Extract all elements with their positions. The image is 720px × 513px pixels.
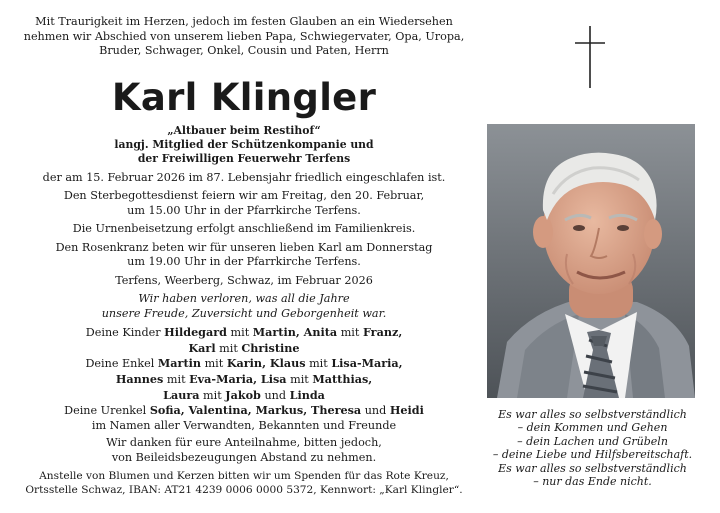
poem-line: Es war alles so selbstverständlich <box>498 408 687 421</box>
connector: mit <box>215 341 242 355</box>
grandchild-name: Eva-Maria, Lisa <box>189 371 287 386</box>
intro-line: Bruder, Schwager, Onkel, Cousin und Paten, Herrn <box>99 44 389 58</box>
children-prefix: Deine Kinder <box>85 326 165 340</box>
child-name: Karl <box>188 340 216 355</box>
poem-line: – dein Kommen und Gehen <box>517 421 668 435</box>
great-grandchild-name: Heidi <box>389 403 424 418</box>
thanks-line: von Beileidsbezeugungen Abstand zu nehmen. <box>111 450 377 464</box>
donation-line: Ortsstelle Schwaz, IBAN: AT21 4239 0006 0000 5372, Kennwort: „Karl Klingler“. <box>25 484 463 497</box>
child-name: Martin, Anita <box>252 325 338 340</box>
poem-line: – deine Liebe und Hilfsbereitschaft. <box>492 448 693 462</box>
rosary-line: um 19.00 Uhr in der Pfarrkirche Terfens. <box>127 255 361 269</box>
poem-line: – nur das Ende nicht. <box>533 475 652 489</box>
place-date: Terfens, Weerberg, Schwaz, im Februar 2026 <box>115 273 373 287</box>
grandchild-name: Martin <box>157 356 202 371</box>
donation-info <box>20 469 468 497</box>
thanks <box>20 436 468 465</box>
great-grandchild-names: Sofia, Valentina, Markus, Theresa <box>149 403 362 418</box>
grandchild-name: Laura <box>163 387 200 402</box>
honor-line: „Altbauer beim Restihof“ <box>167 124 321 137</box>
cross-icon <box>573 26 607 88</box>
poem-line: – dein Lachen und Grübeln <box>517 434 668 448</box>
connector: mit <box>226 326 253 340</box>
grandchildren-prefix: Deine Enkel <box>85 357 158 371</box>
honor-line: der Freiwilligen Feuerwehr Terfens <box>137 152 351 165</box>
poem-line: Es war alles so selbstverständlich <box>498 461 687 475</box>
deceased-name: Karl Klingler <box>111 76 377 119</box>
urn-line: Die Urnenbeisetzung erfolgt anschließend im Familienkreis. <box>72 222 416 236</box>
connector: mit <box>305 357 332 371</box>
relatives-line: im Namen aller Verwandten, Bekannten und Freunde <box>91 418 397 432</box>
portrait-illustration <box>487 124 695 398</box>
child-name: Franz, <box>362 325 403 340</box>
connector: mit <box>286 372 313 386</box>
great-grandchildren-prefix: Deine Urenkel <box>64 404 150 418</box>
honors <box>20 124 468 166</box>
intro-line: Mit Traurigkeit im Herzen, jedoch im festen Glauben an ein Wiedersehen <box>35 15 453 28</box>
grandchild-name: Lisa-Maria, <box>331 356 403 371</box>
service-line: Den Sterbegottesdienst feiern wir am Freitag, den 20. Februar, <box>63 189 425 203</box>
connector: und <box>260 388 290 402</box>
grandchild-name: Karin, Klaus <box>226 356 306 371</box>
connector: mit <box>337 326 363 340</box>
intro-text <box>20 15 468 59</box>
grandchild-name: Jakob <box>225 387 261 402</box>
child-name: Hildegard <box>164 325 227 340</box>
grandchild-name: Hannes <box>115 371 164 386</box>
portrait-photo <box>487 124 695 398</box>
child-name: Christine <box>241 340 300 355</box>
rosary-info <box>20 241 468 270</box>
family-list <box>20 325 468 433</box>
service-line: um 15.00 Uhr in der Pfarrkirche Terfens. <box>127 203 361 217</box>
grandchild-name: Matthias, <box>312 371 373 386</box>
connector: mit <box>163 372 190 386</box>
quote <box>20 292 468 321</box>
thanks-line: Wir danken für eure Anteilnahme, bitten jedoch, <box>106 436 382 450</box>
intro-line: nehmen wir Abschied von unserem lieben Papa, Schwiegervater, Opa, Uropa, <box>23 29 465 43</box>
connector: mit <box>199 388 226 402</box>
service-info <box>20 189 468 218</box>
honor-line: langj. Mitglied der Schützenkompanie und <box>114 138 374 151</box>
quote-line: Wir haben verloren, was all die Jahre <box>138 292 350 306</box>
rosary-line: Den Rosenkranz beten wir für unseren lieben Karl am Donnerstag <box>55 240 433 254</box>
grandchild-name: Linda <box>289 387 325 402</box>
connector: und <box>361 404 390 418</box>
poem <box>480 408 705 488</box>
notice-body <box>20 171 468 501</box>
death-line: der am 15. Februar 2026 im 87. Lebensjahr friedlich eingeschlafen ist. <box>42 171 446 184</box>
donation-line: Anstelle von Blumen und Kerzen bitten wir um Spenden für das Rote Kreuz, <box>39 470 449 483</box>
connector: mit <box>201 357 227 371</box>
quote-line: unsere Freude, Zuversicht und Geborgenheit war. <box>101 306 387 320</box>
